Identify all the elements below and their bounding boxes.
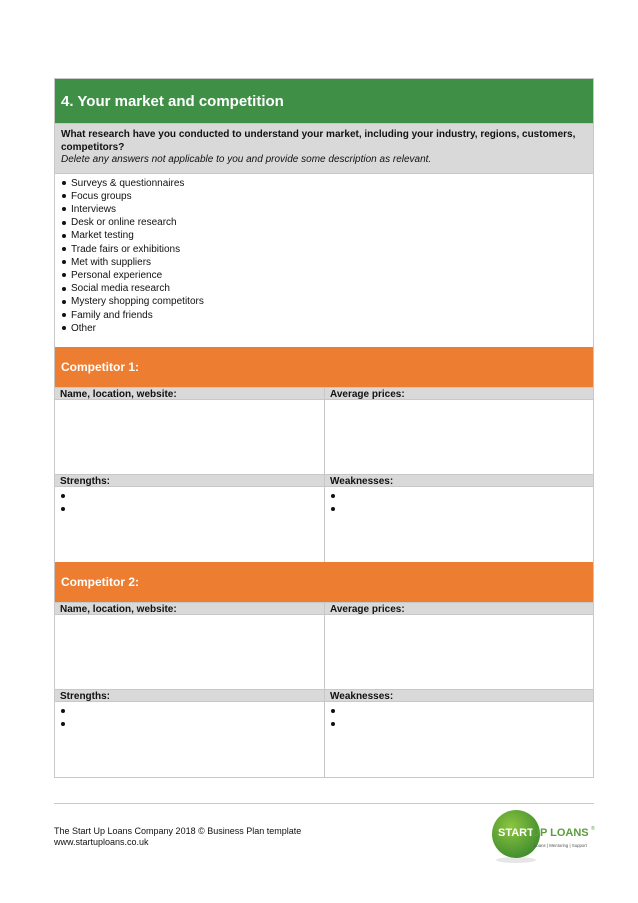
list-item[interactable]: Market testing bbox=[61, 229, 587, 242]
competitor-1-title: Competitor 1: bbox=[55, 347, 593, 387]
average-prices-label: Average prices: bbox=[324, 387, 593, 400]
competitor-1-label-row bbox=[55, 387, 593, 400]
footer-divider bbox=[54, 803, 594, 804]
list-item[interactable]: Personal experience bbox=[61, 269, 587, 282]
competitor-1-input-row bbox=[55, 400, 593, 474]
list-item[interactable]: Interviews bbox=[61, 203, 587, 216]
logo-word-start: START bbox=[498, 827, 534, 839]
competitor-2-prices-field[interactable] bbox=[324, 615, 593, 689]
list-item[interactable] bbox=[60, 502, 319, 515]
list-item[interactable] bbox=[330, 502, 588, 515]
research-hint: Delete any answers not applicable to you and provide some description as relevant. bbox=[61, 154, 432, 165]
competitor-1-prices-field[interactable] bbox=[324, 400, 593, 474]
competitor-2-sw-label-row bbox=[55, 689, 593, 702]
competitor-2-title: Competitor 2: bbox=[55, 562, 593, 602]
start-up-loans-logo bbox=[490, 808, 598, 868]
footer-text bbox=[54, 826, 301, 847]
footer-copyright: The Start Up Loans Company 2018 © Business Plan template bbox=[54, 826, 302, 836]
competitor-2-name-field[interactable] bbox=[55, 615, 324, 689]
name-location-label: Name, location, website: bbox=[55, 602, 324, 615]
average-prices-label: Average prices: bbox=[324, 602, 593, 615]
competitor-2-sw-row bbox=[55, 702, 593, 777]
list-item[interactable]: Family and friends bbox=[61, 309, 587, 322]
competitor-1-sw-row bbox=[55, 487, 593, 562]
list-item[interactable]: Surveys & questionnaires bbox=[61, 177, 587, 190]
competitor-2-label-row bbox=[55, 602, 593, 615]
competitor-1-sw-label-row bbox=[55, 474, 593, 487]
list-item[interactable]: Trade fairs or exhibitions bbox=[61, 243, 587, 256]
competitor-2-weaknesses-field[interactable] bbox=[324, 702, 593, 777]
list-item[interactable] bbox=[60, 705, 319, 718]
competitor-1-name-field[interactable] bbox=[55, 400, 324, 474]
competitor-2-input-row bbox=[55, 615, 593, 689]
market-competition-form bbox=[54, 78, 594, 778]
list-item[interactable] bbox=[330, 705, 588, 718]
list-item[interactable]: Social media research bbox=[61, 282, 587, 295]
logo-tagline: Loans | Mentoring | Support bbox=[534, 843, 587, 848]
list-item[interactable]: Other bbox=[61, 322, 587, 335]
name-location-label: Name, location, website: bbox=[55, 387, 324, 400]
list-item[interactable] bbox=[60, 490, 319, 503]
research-question: What research have you conducted to understand your market, including your industry, regions, customers, competitors? bbox=[61, 129, 576, 153]
weaknesses-label: Weaknesses: bbox=[324, 474, 593, 487]
research-options-list bbox=[55, 174, 593, 347]
competitor-1-strengths-field[interactable] bbox=[55, 487, 324, 562]
strengths-label: Strengths: bbox=[55, 474, 324, 487]
competitor-2-strengths-field[interactable] bbox=[55, 702, 324, 777]
list-item[interactable]: Desk or online research bbox=[61, 216, 587, 229]
footer-url[interactable]: www.startuploans.co.uk bbox=[54, 836, 149, 847]
strengths-label: Strengths: bbox=[55, 689, 324, 702]
list-item[interactable]: Met with suppliers bbox=[61, 256, 587, 269]
list-item[interactable] bbox=[330, 490, 588, 503]
weaknesses-label: Weaknesses: bbox=[324, 689, 593, 702]
section-title: 4. Your market and competition bbox=[55, 79, 593, 123]
list-item[interactable] bbox=[60, 717, 319, 730]
logo-word-uploans: UP LOANS bbox=[532, 827, 589, 839]
list-item[interactable]: Mystery shopping competitors bbox=[61, 295, 587, 308]
list-item[interactable]: Focus groups bbox=[61, 190, 587, 203]
logo-trademark: ® bbox=[591, 826, 595, 832]
list-item[interactable] bbox=[330, 717, 588, 730]
research-question-box bbox=[55, 123, 593, 174]
competitor-1-weaknesses-field[interactable] bbox=[324, 487, 593, 562]
